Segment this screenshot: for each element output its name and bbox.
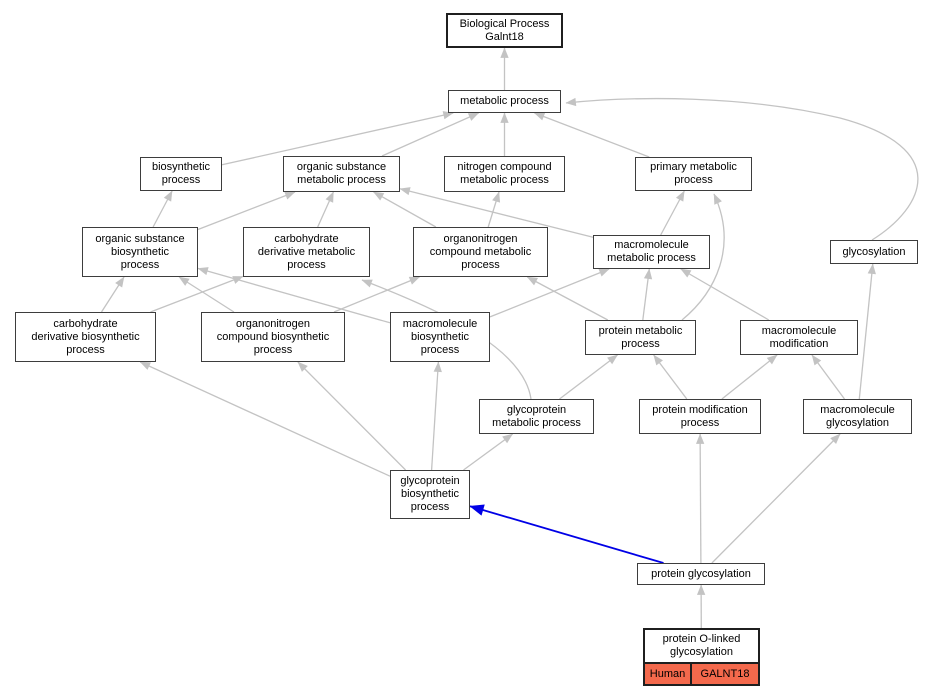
node-orgsub-met[interactable] (283, 156, 400, 192)
node-label-line: glycoprotein (400, 475, 460, 487)
node-glycosylation[interactable] (830, 240, 918, 264)
edge-prot-mod-protein-met (654, 355, 687, 399)
edge-carbderiv-met-orgsub-met (318, 192, 334, 227)
node-label-line: metabolic process (297, 174, 386, 186)
edge-glycoprot-bio-carbderiv-bio (140, 362, 390, 476)
edge-primary-metabolic (535, 113, 650, 157)
node-label-line: organonitrogen (443, 232, 518, 245)
node-glycoprot-bio[interactable] (390, 470, 470, 519)
node-carbderiv-met[interactable] (243, 227, 370, 277)
node-macromol-mod[interactable] (740, 320, 858, 355)
node-glycoprot-met[interactable] (479, 399, 594, 434)
node-label-line: process (461, 258, 500, 271)
node-nitrogen[interactable] (444, 156, 565, 192)
node-label-line: carbohydrate (274, 232, 339, 245)
edge-protein-met-macromol-met (643, 269, 650, 320)
edge-orgnitro-bio-orgsub-bio (179, 277, 234, 312)
node-label-line: biosynthetic (110, 245, 170, 258)
edge-orgsub-bio-biosynthetic (153, 191, 172, 227)
node-label-line: organonitrogen (235, 317, 310, 330)
edge-orgsub-met-metabolic (382, 113, 479, 156)
node-label-line: primary metabolic (650, 161, 737, 173)
edge-macromol-mod-macromol-met (681, 269, 769, 320)
node-orgnitro-bio[interactable] (201, 312, 345, 362)
edge-prot-mod-macromol-mod (722, 355, 777, 399)
node-prot-mod[interactable] (639, 399, 761, 434)
node-label-line: metabolic process (460, 95, 549, 107)
edge-prot-glyc-glycoprot-bio (470, 506, 664, 563)
node-label-line: protein glycosylation (651, 567, 751, 580)
node-label-line: process (420, 343, 460, 356)
node-orgsub-bio[interactable] (82, 227, 198, 277)
node-label-line: process (66, 343, 105, 356)
node-label-line: macromolecule (761, 324, 837, 337)
node-label-line: biosynthetic (410, 330, 470, 343)
edge-glycoprot-bio-macromol-bio (432, 362, 439, 470)
node-label-line: metabolic process (492, 416, 581, 429)
edge-prot-glyc-prot-mod (700, 434, 701, 563)
node-label-line: protein metabolic (598, 324, 683, 337)
node-label-line: organic substance (296, 161, 387, 173)
edge-macromol-met-primary (661, 191, 685, 235)
node-label-line: biosynthetic (151, 161, 211, 173)
gene-node-cells (645, 662, 758, 684)
node-prot-glyc[interactable] (637, 563, 765, 585)
node-label-line: modification (769, 337, 829, 350)
node-label-line: derivative biosynthetic (31, 330, 140, 343)
node-label-line: glycosylation (842, 245, 906, 258)
node-orgnitro-met[interactable] (413, 227, 548, 277)
species-cell[interactable]: Human (645, 664, 690, 684)
node-carbderiv-bio[interactable] (15, 312, 156, 362)
node-protein-met[interactable] (585, 320, 696, 355)
node-primary[interactable] (635, 157, 752, 191)
edge-glycoprot-met-protein-met (560, 355, 618, 399)
edge-prot-glyc-macromol-glyc (712, 434, 840, 563)
edge-orgnitro-met-nitrogen (488, 192, 499, 227)
node-label-line: Galnt18 (485, 30, 524, 43)
node-label-line: process (287, 258, 326, 271)
edge-protein-met-orgnitro-met (527, 277, 608, 320)
node-label-line: process (161, 174, 201, 186)
node-label-line: process (120, 258, 160, 271)
node-macromol-met[interactable] (593, 235, 710, 269)
node-label-line: process (674, 174, 713, 186)
node-label-line: protein O-linked (662, 633, 741, 645)
node-label-line: process (410, 501, 450, 513)
edge-orgsub-bio-orgsub-met (198, 192, 295, 230)
node-label-line: compound metabolic (429, 245, 532, 258)
node-label-line: metabolic process (607, 252, 696, 264)
edge-glycoprot-bio-orgnitro-bio (298, 362, 406, 470)
node-label-line: process (253, 343, 293, 356)
node-label-line: protein modification (652, 403, 748, 416)
node-label-line: metabolic process (460, 174, 549, 186)
node-label-line: biosynthetic (400, 488, 460, 500)
node-label-line: carbohydrate (53, 317, 118, 330)
node-label-line: derivative metabolic (257, 245, 356, 258)
node-label-line: glycosylation (670, 646, 733, 658)
edge-macromol-glyc-macromol-mod (812, 355, 845, 399)
node-metabolic[interactable] (448, 90, 561, 113)
edge-carbderiv-bio-carbderiv-met (151, 276, 244, 312)
edge-orgnitro-met-orgsub-met (374, 192, 436, 227)
node-label-line: Biological Process (459, 17, 550, 30)
gene-cell[interactable]: GALNT18 (690, 664, 758, 684)
node-label-line: process (680, 416, 720, 429)
node-label-line: organic substance (95, 232, 185, 245)
node-label-line: nitrogen compound (457, 161, 552, 173)
node-protein-o-linked-glycosylation[interactable] (643, 628, 760, 686)
node-macromol-glyc[interactable] (803, 399, 912, 434)
node-label-line: glycoprotein (506, 403, 567, 416)
node-macromol-bio[interactable] (390, 312, 490, 362)
node-label-line: glycosylation (826, 416, 889, 429)
edge-orgnitro-bio-orgnitro-met (334, 277, 420, 312)
node-biosynthetic[interactable] (140, 157, 222, 191)
edge-carbderiv-bio-orgsub-bio (102, 277, 125, 312)
node-label-line: process (621, 337, 660, 350)
gene-node-term-label (645, 630, 758, 662)
node-label-line: macromolecule (614, 239, 689, 251)
edge-glycoprot-bio-glycoprot-met (464, 434, 513, 470)
node-label-line: macromolecule (402, 317, 478, 330)
edge-macromol-glyc-glycosylation (859, 264, 873, 399)
node-label-line: compound biosynthetic (216, 330, 330, 343)
node-root[interactable] (446, 13, 563, 48)
node-label-line: macromolecule (820, 403, 895, 416)
